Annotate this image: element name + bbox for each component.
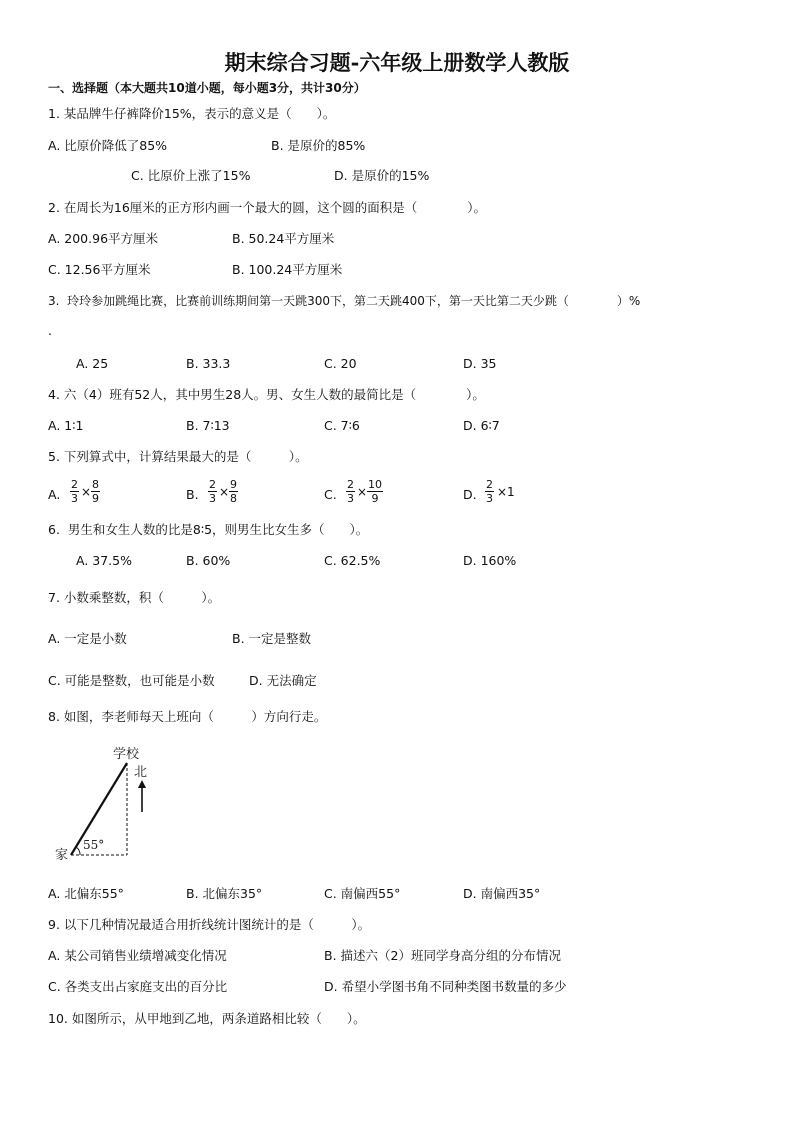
q7-option-d: D. 无法确定	[249, 673, 317, 688]
q6-option-a: A. 37.5%	[76, 553, 132, 568]
q4-option-c: C. 7∶6	[324, 418, 360, 433]
q8-option-d: D. 南偏西35°	[463, 886, 541, 901]
q5-option-c-label: C.	[324, 487, 337, 502]
direction-figure	[50, 740, 170, 865]
times-sign: ×	[81, 485, 92, 499]
q8-option-c: C. 南偏西55°	[324, 886, 401, 901]
q5-c-fraction-1: $\frac{2}{3}$	[347, 478, 354, 505]
q8-option-b: B. 北偏东35°	[186, 886, 263, 901]
question-1-stem: 1. 某品牌牛仔裤降价15%，表示的意义是（ ）。	[48, 106, 336, 121]
q6-option-b: B. 60%	[186, 553, 231, 568]
q9-option-b: B. 描述六（2）班同学身高分组的分布情况	[324, 948, 561, 963]
angle-arc	[76, 847, 80, 855]
q1-option-d: D. 是原价的15%	[334, 168, 430, 183]
q3-option-c: C. 20	[324, 356, 357, 371]
q7-option-c: C. 可能是整数，也可能是小数	[48, 673, 215, 688]
q5-a-fraction-1: $\frac{2}{3}$	[71, 478, 78, 505]
q7-option-a: A. 一定是小数	[48, 631, 127, 646]
question-4-stem: 4. 六（4）班有52人，其中男生28人。男、女生人数的最简比是（ ）。	[48, 387, 485, 402]
q2-option-c: C. 12.56平方厘米	[48, 262, 151, 277]
q5-option-d-label: D.	[463, 487, 477, 502]
q7-option-b: B. 一定是整数	[232, 631, 312, 646]
north-label: 北	[134, 765, 148, 780]
q3-option-a: A. 25	[76, 356, 109, 371]
q9-option-c: C. 各类支出占家庭支出的百分比	[48, 979, 228, 994]
q6-option-d: D. 160%	[463, 553, 517, 568]
q4-option-d: D. 6∶7	[463, 418, 500, 433]
q5-option-a-label: A.	[48, 487, 61, 502]
q5-b-fraction-1: $\frac{2}{3}$	[209, 478, 216, 505]
q9-option-a: A. 某公司销售业绩增减变化情况	[48, 948, 227, 963]
q3-option-b: B. 33.3	[186, 356, 231, 371]
question-7-stem: 7. 小数乘整数，积（ ）。	[48, 590, 221, 605]
q1-option-c: C. 比原价上涨了15%	[131, 168, 251, 183]
q5-a-fraction-2: $\frac{8}{9}$	[92, 478, 99, 505]
q4-option-a: A. 1∶1	[48, 418, 84, 433]
q5-b-fraction-2: $\frac{9}{8}$	[230, 478, 237, 505]
q1-option-a: A. 比原价降低了85%	[48, 138, 168, 153]
times-sign: ×	[357, 485, 368, 499]
q5-c-fraction-2: $\frac{10}{9}$	[368, 478, 382, 505]
page-title: 期末综合习题-六年级上册数学人教版	[224, 50, 570, 75]
question-3-stem-end: .	[48, 323, 52, 338]
question-8-stem: 8. 如图，李老师每天上班向（ ）方向行走。	[48, 709, 327, 724]
angle-label: 55°	[83, 838, 105, 852]
q8-option-a: A. 北偏东55°	[48, 886, 124, 901]
q9-option-d: D. 希望小学图书角不同种类图书数量的多少	[324, 979, 567, 994]
home-label: 家	[55, 848, 69, 863]
q2-option-a: A. 200.96平方厘米	[48, 231, 159, 246]
q6-option-c: C. 62.5%	[324, 553, 381, 568]
question-2-stem: 2. 在周长为16厘米的正方形内画一个最大的圆，这个圆的面积是（ ）。	[48, 200, 487, 215]
question-6-stem: 6. 男生和女生人数的比是8∶5，则男生比女生多（ ）。	[48, 522, 369, 537]
q4-option-b: B. 7∶13	[186, 418, 230, 433]
times-sign: ×	[219, 485, 230, 499]
q3-option-d: D. 35	[463, 356, 497, 371]
question-9-stem: 9. 以下几种情况最适合用折线统计图统计的是（ ）。	[48, 917, 371, 932]
north-arrow-head-icon	[138, 780, 146, 788]
q5-d-times-one: ×1	[497, 485, 515, 499]
q5-option-b-label: B.	[186, 487, 199, 502]
section-heading: 一、选择题（本大题共10道小题，每小题3分，共计30分）	[48, 81, 366, 95]
q2-option-b: B. 50.24平方厘米	[232, 231, 335, 246]
school-label: 学校	[113, 747, 140, 762]
question-3-stem: 3. 玲玲参加跳绳比赛，比赛前训练期间第一天跳300下，第二天跳400下，第一天比第二天少跳（ ）%	[48, 294, 641, 308]
q1-option-b: B. 是原价的85%	[271, 138, 366, 153]
q5-d-fraction-1: $\frac{2}{3}$	[486, 478, 493, 505]
question-10-stem: 10. 如图所示，从甲地到乙地，两条道路相比较（ ）。	[48, 1011, 366, 1026]
q2-option-d: B. 100.24平方厘米	[232, 262, 343, 277]
question-5-stem: 5. 下列算式中，计算结果最大的是（ ）。	[48, 449, 308, 464]
